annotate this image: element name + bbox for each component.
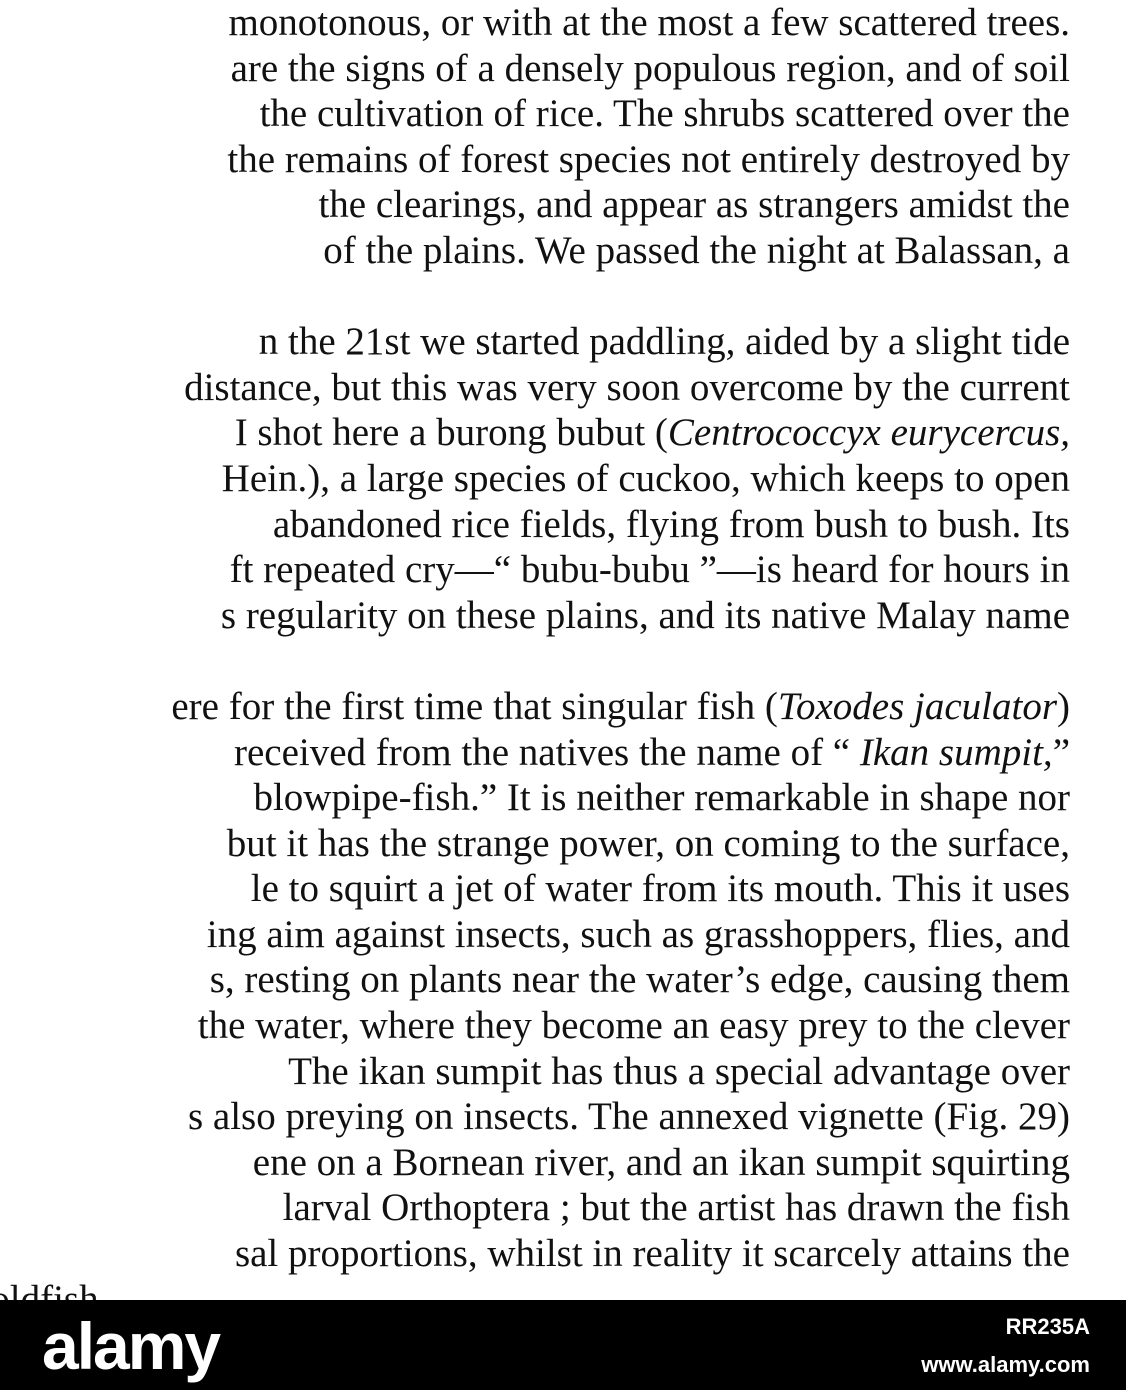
text-line (0, 274, 1070, 320)
italic-species-name: Toxodes jaculator (777, 684, 1057, 728)
text-fragment: I shot here a burong bubut ( (234, 411, 668, 455)
text-fragment: ) (1057, 684, 1070, 728)
text-line: ft repeated cry—“ bubu-bubu ”—is heard for hours in (229, 548, 1070, 592)
text-fragment: received from the natives the name of “ (233, 730, 860, 774)
text-line: of the plains. We passed the night at Balassan, a (323, 228, 1070, 272)
text-fragment: ” (1052, 730, 1070, 774)
text-line: abandoned rice fields, flying from bush to bush. Its (272, 502, 1070, 546)
text-line: Hein.), a large species of cuckoo, which keeps to open (221, 456, 1070, 500)
italic-species-name: Centrococcyx eurycercus, (667, 411, 1070, 455)
text-line: The ikan sumpit has thus a special advantage over (288, 1049, 1070, 1093)
text-line: blowpipe-fish.” It is neither remarkable in shape nor (253, 776, 1070, 820)
text-line-cropped (0, 1277, 1070, 1295)
text-line (0, 730, 1070, 776)
text-fragment: ere for the first time that singular fish ( (171, 684, 778, 728)
text-line: the cultivation of rice. The shrubs scattered over the (259, 92, 1070, 136)
text-line: are the signs of a densely populous region, and of soil (230, 46, 1070, 90)
text-line (0, 684, 1070, 730)
italic-native-name: Ikan sumpit, (859, 730, 1053, 774)
text-line: the water, where they become an easy prey to the clever (197, 1004, 1070, 1048)
text-line: ing aim against insects, such as grasshoppers, flies, and (206, 912, 1070, 956)
text-line: but it has the strange power, on coming to the surface, (226, 821, 1070, 865)
text-line: the remains of forest species not entirely destroyed by (227, 137, 1070, 181)
text-line: le to squirt a jet of water from its mouth. This it uses (250, 867, 1070, 911)
text-line: s regularity on these plains, and its native Malay name (220, 593, 1070, 637)
text-line (0, 410, 1070, 456)
text-line: ene on a Bornean river, and an ikan sumpit squirting (252, 1140, 1070, 1184)
text-line: s also preying on insects. The annexed vignette (Fig. 29) (187, 1095, 1070, 1139)
image-code: RR235A (1005, 1314, 1090, 1339)
watermark-bar (0, 1300, 1126, 1390)
site-url: www.alamy.com (921, 1352, 1090, 1377)
text-line: s, resting on plants near the water’s edge, causing them (209, 958, 1070, 1002)
text-line: larval Orthoptera ; but the artist has drawn the fish (282, 1186, 1070, 1230)
text-line: sal proportions, whilst in reality it scarcely attains the (234, 1232, 1070, 1276)
text-line: distance, but this was very soon overcome by the current (184, 365, 1070, 409)
text-line: the clearings, and appear as strangers amidst the (318, 183, 1070, 227)
text-line: n the 21st we started paddling, aided by a slight tide (258, 320, 1070, 364)
text-line (0, 638, 1070, 684)
alamy-logo: alamy (42, 1309, 220, 1383)
text-line: monotonous, or with at the most a few scattered trees. (228, 1, 1070, 44)
